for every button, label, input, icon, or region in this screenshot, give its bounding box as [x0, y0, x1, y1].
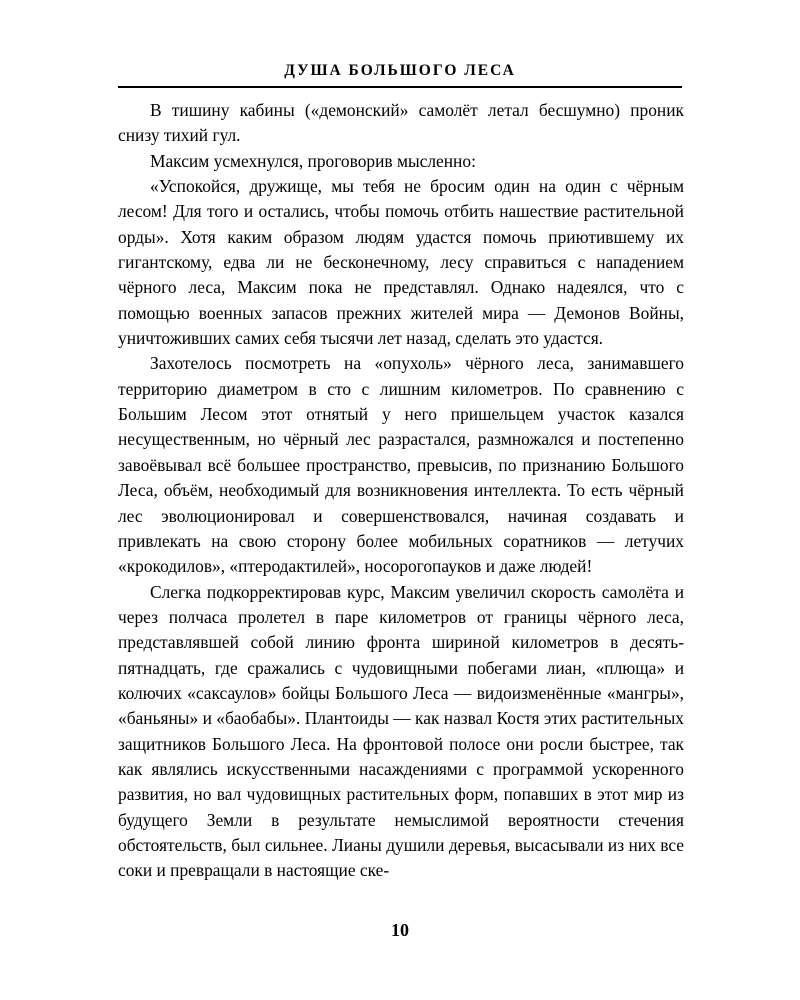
paragraph: «Успокойся, дружище, мы тебя не бросим один на один с чёрным лесом! Для того и остались, чтобы помочь отбить нашествие растительной орды». Хотя каким образом людям удастся помочь приютившему их гигантскому, едва ли не бесконечному, лесу справиться с нападением чёрного леса, Максим пока не представлял. Однако надеялся, что с помощью военных запасов прежних жителей мира — Демонов Войны, уничтоживших самих себя тысячи лет назад, сделать это удастся.	[118, 176, 684, 349]
paragraph: Захотелось посмотреть на «опухоль» чёрного леса, занимавшего территорию диаметром в сто с лишним километров. По сравнению с Большим Лесом этот отнятый у него пришельцем участок казался несущественным, но чёрный лес разрастался, размножался и постепенно завоёвывал всё большее пространство, превысив, по признанию Большого Леса, объём, необходимый для возникновения интеллекта. То есть чёрный лес эволюционировал и совершенствовался, начиная создавать и привлекать на свою сторону более мобильных соратников — летучих «крокодилов», «птеродактилей», носорогопауков и даже людей!	[118, 353, 684, 577]
paragraph: Слегка подкорректировав курс, Максим увеличил скорость самолёта и через полчаса пролетел в паре километров от границы чёрного леса, представлявшей собой линию фронта шириной километров в десять-пятнадцать, где сражались с чудовищными побегами лиан, «плюща» и колючих «саксаулов» бойцы Большого Леса — видоизменённые «мангры», «баньяны» и «баобабы». Плантоиды — как назвал Костя этих растительных защитников Большого Леса. На фронтовой полосе они росли быстрее, так как являлись искусственными насаждениями с программой ускоренного развития, но вал чудовищных растительных форм, попавших в этот мир из будущего Земли в результате немыслимой вероятности стечения обстоятельств, был сильнее. Лианы душили деревья, высасывали из них все соки и превращали в настоящие ске-	[118, 581, 684, 881]
page-body	[118, 98, 684, 884]
running-head	[118, 62, 682, 80]
page-number: 10	[391, 920, 409, 940]
paragraph: В тишину кабины («демонский» самолёт летал бесшумно) проник снизу тихий гул.	[118, 100, 684, 146]
header-divider	[118, 86, 682, 88]
running-head-title: ДУША БОЛЬШОГО ЛЕСА	[284, 62, 516, 79]
paragraph: Максим усмехнулся, проговорив мысленно:	[150, 150, 476, 171]
